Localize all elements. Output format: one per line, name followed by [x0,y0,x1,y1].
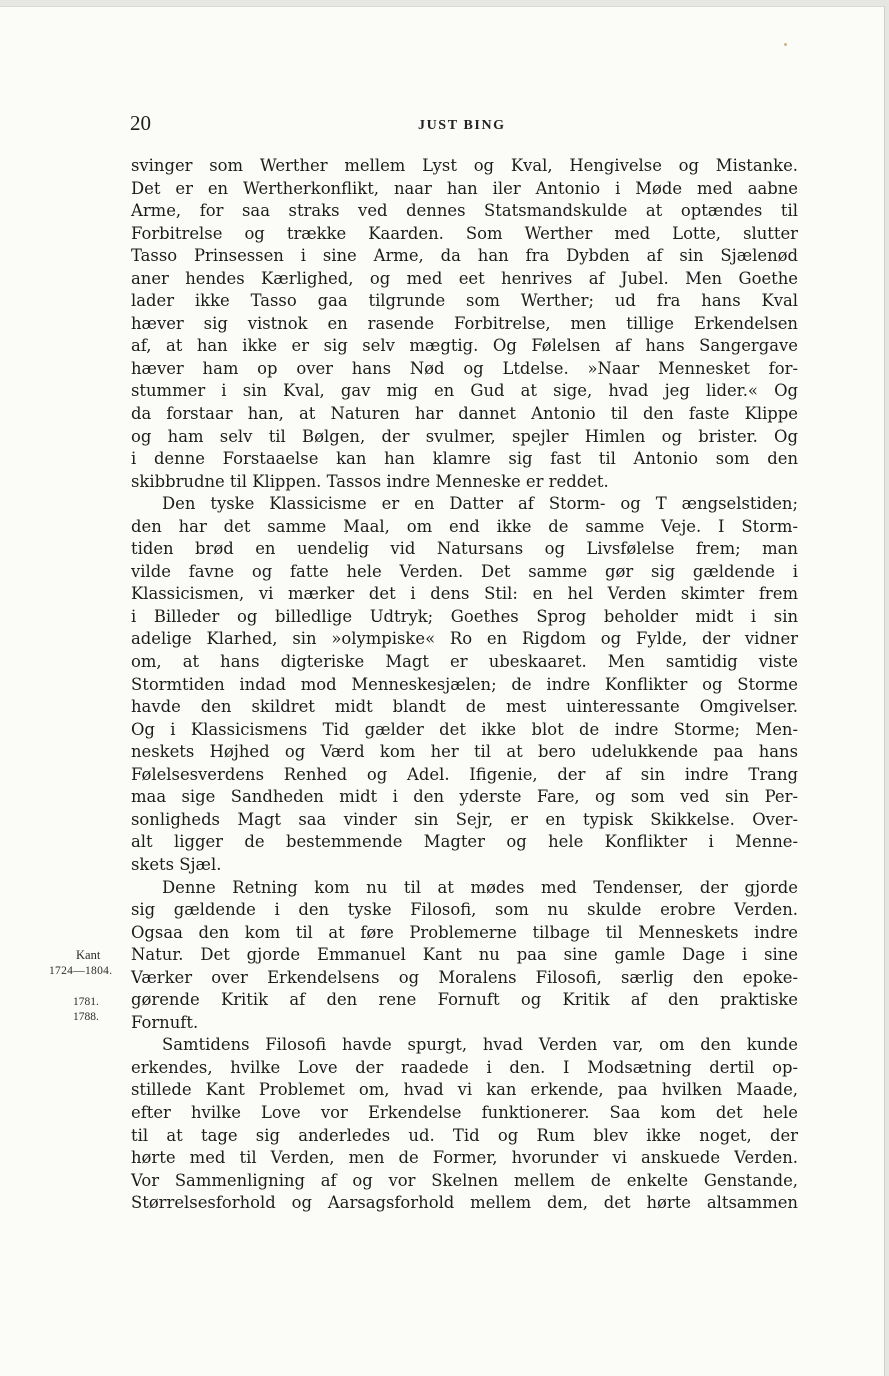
text-line: aner hendes Kærlighed, og med eet henrives af Jubel. Men Goethe [131,268,798,288]
text-line: Tasso Prinsessen i sine Arme, da han fra Dybden af sin Sjælenød [131,246,798,266]
book-page [0,6,885,1376]
text-line: havde den skildret midt blandt de mest uinteressante Omgivelser. [131,697,798,717]
text-line: hæver sig vistnok en rasende Forbitrelse, men tillige Erkendelsen [131,313,798,333]
text-line: gørende Kritik af den rene Fornuft og Kritik af den praktiske [131,990,798,1010]
text-line: lader ikke Tasso gaa tilgrunde som Werther; ud fra hans Kval [131,291,798,311]
text-line: Natur. Det gjorde Emmanuel Kant nu paa sine gamle Dage i sine [131,945,798,965]
text-line: sonligheds Magt saa vinder sin Sejr, er en typisk Skikkelse. Over- [131,809,798,829]
text-line: Samtidens Filosofi havde spurgt, hvad Verden var, om den kunde [162,1035,798,1055]
text-line: Og i Klassicismens Tid gælder det ikke blot de indre Storme; Men- [131,719,798,739]
text-line: neskets Højhed og Værd kom her til at bero udelukkende paa hans [131,742,798,762]
text-line: Vor Sammenligning af og vor Skelnen mellem de enkelte Genstande, [131,1170,798,1190]
text-line: erkendes, hvilke Love der raadede i den. I Modsætning dertil op- [131,1057,798,1077]
text-line: svinger som Werther mellem Lyst og Kval, Hengivelse og Mistanke. [131,156,798,175]
text-line: Denne Retning kom nu til at mødes med Tendenser, der gjorde [162,877,798,897]
running-head: JUST BING [418,118,506,133]
text-line: sig gældende i den tyske Filosofi, som nu skulde erobre Verden. [131,900,798,920]
text-line: stummer i sin Kval, gav mig en Gud at sige, hvad jeg lider.« Og [131,381,798,401]
text-line: Følelsesverdens Renhed og Adel. Ifigenie, der af sin indre Trang [131,764,798,784]
body-text [131,155,798,1215]
text-line: Værker over Erkendelsens og Moralens Filosofi, særlig den epoke- [131,967,798,987]
text-line: tiden brød en uendelig vid Natursans og Livsfølelse frem; man [131,539,798,559]
text-line: vilde favne og fatte hele Verden. Det samme gør sig gældende i [131,561,798,581]
page-number: 20 [130,111,151,135]
text-line: da forstaar han, at Naturen har dannet Antonio til den faste Klippe [131,404,798,424]
text-line: hørte med til Verden, men de Former, hvorunder vi anskuede Verden. [131,1148,798,1168]
text-line: og ham selv til Bølgen, der svulmer, spejler Himlen og brister. Og [131,426,798,446]
margin-note-year-1788: 1788. [73,1011,99,1023]
text-line: skets Sjæl. [131,854,222,874]
text-line: adelige Klarhed, sin »olympiske« Ro en Rigdom og Fylde, der vidner [131,629,798,649]
text-line: maa sige Sandheden midt i den yderste Fare, og som ved sin Per- [131,787,798,807]
text-line: til at tage sig anderledes ud. Tid og Rum blev ikke noget, der [131,1125,798,1145]
margin-note-years: 1724—1804. [49,965,113,977]
text-line: Arme, for saa straks ved dennes Statsmandskulde at optændes til [131,201,798,221]
text-line: Forbitrelse og trække Kaarden. Som Werther med Lotte, slutter [131,223,798,243]
text-line: Stormtiden indad mod Menneskesjælen; de indre Konflikter og Storme [131,674,798,694]
text-line: hæver ham op over hans Nød og Ltdelse. »Naar Mennesket for- [131,358,798,378]
margin-note-year-1781: 1781. [73,996,99,1008]
text-line: den har det samme Maal, om end ikke de samme Veje. I Storm- [131,516,798,536]
text-line: Klassicismen, vi mærker det i dens Stil: en hel Verden skimter frem [131,584,798,604]
text-line: Ogsaa den kom til at føre Problemerne tilbage til Menneskets indre [131,922,798,942]
text-line: efter hvilke Love vor Erkendelse funktionerer. Saa kom det hele [131,1102,798,1122]
margin-note-name: Kant [76,948,101,962]
text-line: i Billeder og billedlige Udtryk; Goethes Sprog beholder midt i sin [131,606,798,626]
text-line: Det er en Wertherkonflikt, naar han iler Antonio i Møde med aabne [131,178,798,198]
text-line: om, at hans digteriske Magt er ubeskaaret. Men samtidig viste [131,652,798,672]
text-line: af, at han ikke er sig selv mægtig. Og Følelsen af hans Sangergave [131,336,798,356]
paper-speck [784,43,787,46]
text-line: alt ligger de bestemmende Magter og hele Konflikter i Menne- [131,832,798,852]
text-line: stillede Kant Problemet om, hvad vi kan erkende, paa hvilken Maade, [131,1080,798,1100]
text-line: i denne Forstaaelse kan han klamre sig fast til Antonio som den [131,449,798,469]
text-line: Fornuft. [131,1012,199,1032]
text-line: Størrelsesforhold og Aarsagsforhold mellem dem, det hørte altsammen [131,1193,798,1213]
text-line: skibbrudne til Klippen. Tassos indre Menneske er reddet. [131,471,609,491]
text-line: Den tyske Klassicisme er en Datter af Storm- og T ængselstiden; [162,494,798,514]
